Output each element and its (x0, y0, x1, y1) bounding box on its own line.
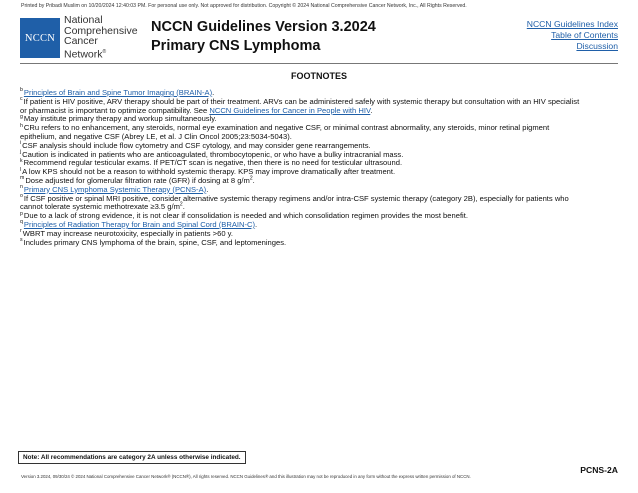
footnote-marker: q (20, 219, 23, 226)
category-note: Note: All recommendations are category 2A unless otherwise indicated. (18, 451, 246, 464)
footnote-marker: l (20, 166, 22, 173)
printed-by-line: Printed by Pribadi Muslim on 10/20/2024 12:40:03 PM. For personal use only. Not approved for distribution. Copyright © 2024 National Comprehensive Cancer Network, Inc., All Rights Reserved. (21, 3, 467, 9)
discussion-link[interactable]: Discussion (576, 41, 618, 51)
section-title: FOOTNOTES (291, 71, 347, 81)
logo-wordmark (64, 15, 138, 60)
footnote-text: Dose adjusted for glomerular filtration rate (GFR) if dosing at 8 g/m (25, 175, 250, 185)
logo-line-1: National (64, 14, 103, 26)
brain-a-link[interactable]: Principles of Brain and Spine Tumor Imaging (BRAIN-A) (23, 88, 213, 97)
footnote-marker: p (20, 210, 23, 217)
logo-line-2: Comprehensive (64, 24, 138, 37)
footnote-text: or pharmacist is important to optimize compatibility. See (20, 105, 210, 115)
footnote-marker: o (20, 193, 23, 200)
footnote-s (20, 239, 626, 248)
copyright-footer: Version 3.2024, 09/30/24 © 2024 National Comprehensive Cancer Network® (NCCN®), All rights reserved. NCCN Guidelines® and this illustration may not be reproduced in any form without the express written permission of NCCN. (21, 474, 471, 479)
hiv-guidelines-link[interactable]: NCCN Guidelines for Cancer in People with HIV (209, 105, 371, 115)
footnote-marker: j (20, 149, 22, 156)
footnote-marker: g (20, 113, 23, 120)
footnote-marker: k (20, 157, 23, 164)
logo-line-3: Cancer (64, 35, 98, 47)
footnote-text: A low KPS should not be a reason to withhold systemic therapy. KPS may improve dramatically after treatment. (22, 167, 396, 177)
pcns-a-link[interactable]: Primary CNS Lymphoma Systemic Therapy (PCNS-A) (23, 184, 207, 194)
footnote-text: . (206, 184, 209, 194)
logo-line-4 (64, 47, 138, 60)
footnote-text: Caution is indicated in patients who are anticoagulated, thrombocytopenic, or who have a bulky intracranial mass. (22, 149, 404, 159)
footnote-text: . (255, 219, 258, 229)
footnote-text: CSF analysis should include flow cytometry and CSF cytology, and may consider gene rearrangements. (22, 140, 371, 150)
footnote-text: May institute primary therapy and workup simultaneously. (23, 114, 217, 124)
logo-network-word: Network (64, 48, 103, 60)
logo-registered-mark: ® (102, 48, 107, 55)
footnote-text: WBRT may increase neurotoxicity, especially in patients >60 y. (22, 228, 233, 238)
table-of-contents-link[interactable]: Table of Contents (551, 30, 618, 40)
footnote-marker: h (20, 122, 23, 129)
logo-abbr: NCCN (24, 32, 56, 44)
guidelines-index-link[interactable]: NCCN Guidelines Index (526, 19, 618, 29)
footnote-marker: b (20, 87, 23, 94)
footnote-marker: i (20, 140, 22, 147)
footnote-text: If patient is HIV positive, ARV therapy should be part of their treatment. ARVs can be administered safely with systemic therapy but consultation with an HIV specialist (23, 96, 580, 106)
header-divider (20, 63, 618, 64)
footnote-text: If CSF positive or spinal MRI positive, consider alternative systemic therapy regimens and/or intra-CSF systemic therapy (category 2B), especially for patients who (23, 193, 569, 203)
nccn-logo (20, 18, 60, 58)
footnote-marker: r (20, 228, 22, 235)
brain-c-link[interactable]: Principles of Radiation Therapy for Brain and Spinal Cord (BRAIN-C) (23, 219, 256, 229)
nav-links (527, 19, 618, 52)
footnote-text: CRu refers to no enhancement, any steroids, normal eye examination and negative CSF, or minimal contrast abnormality, any steroids, minor retinal pigment (23, 123, 550, 133)
footnote-marker: s (20, 237, 23, 244)
footnote-text: . (370, 105, 373, 115)
page-id: PCNS-2A (580, 465, 618, 475)
footnote-text: . (252, 175, 255, 185)
superscript: 2 (249, 175, 253, 182)
title-topic: Primary CNS Lymphoma (151, 38, 321, 54)
title-version: NCCN Guidelines Version 3.2024 (151, 19, 376, 35)
footnote-marker: c (20, 96, 23, 103)
page-title (151, 18, 376, 56)
footnote-text: . (212, 88, 215, 97)
footnote-text: cannot tolerate systemic methotrexate ≥3.5 g/m (20, 202, 180, 212)
footnote-text: Recommend regular testicular exams. If PET/CT scan is negative, then there is no need for testicular ultrasound. (23, 158, 403, 168)
footnote-marker: m (20, 175, 25, 182)
footnote-marker: n (20, 184, 23, 191)
footnote-text: epithelium, and negative CSF (Abrey LE, et al. J Clin Oncol 2005;23:5034-5043). (20, 131, 292, 141)
superscript: 2 (179, 201, 183, 208)
footnote-text: Includes primary CNS lymphoma of the brain, spine, CSF, and leptomeninges. (23, 237, 287, 247)
footnotes-list (20, 89, 626, 247)
footnote-text: Due to a lack of strong evidence, it is not clear if consolidation is needed and which consolidation regimen provides the most benefit. (23, 211, 468, 221)
footnote-text: . (182, 202, 185, 212)
